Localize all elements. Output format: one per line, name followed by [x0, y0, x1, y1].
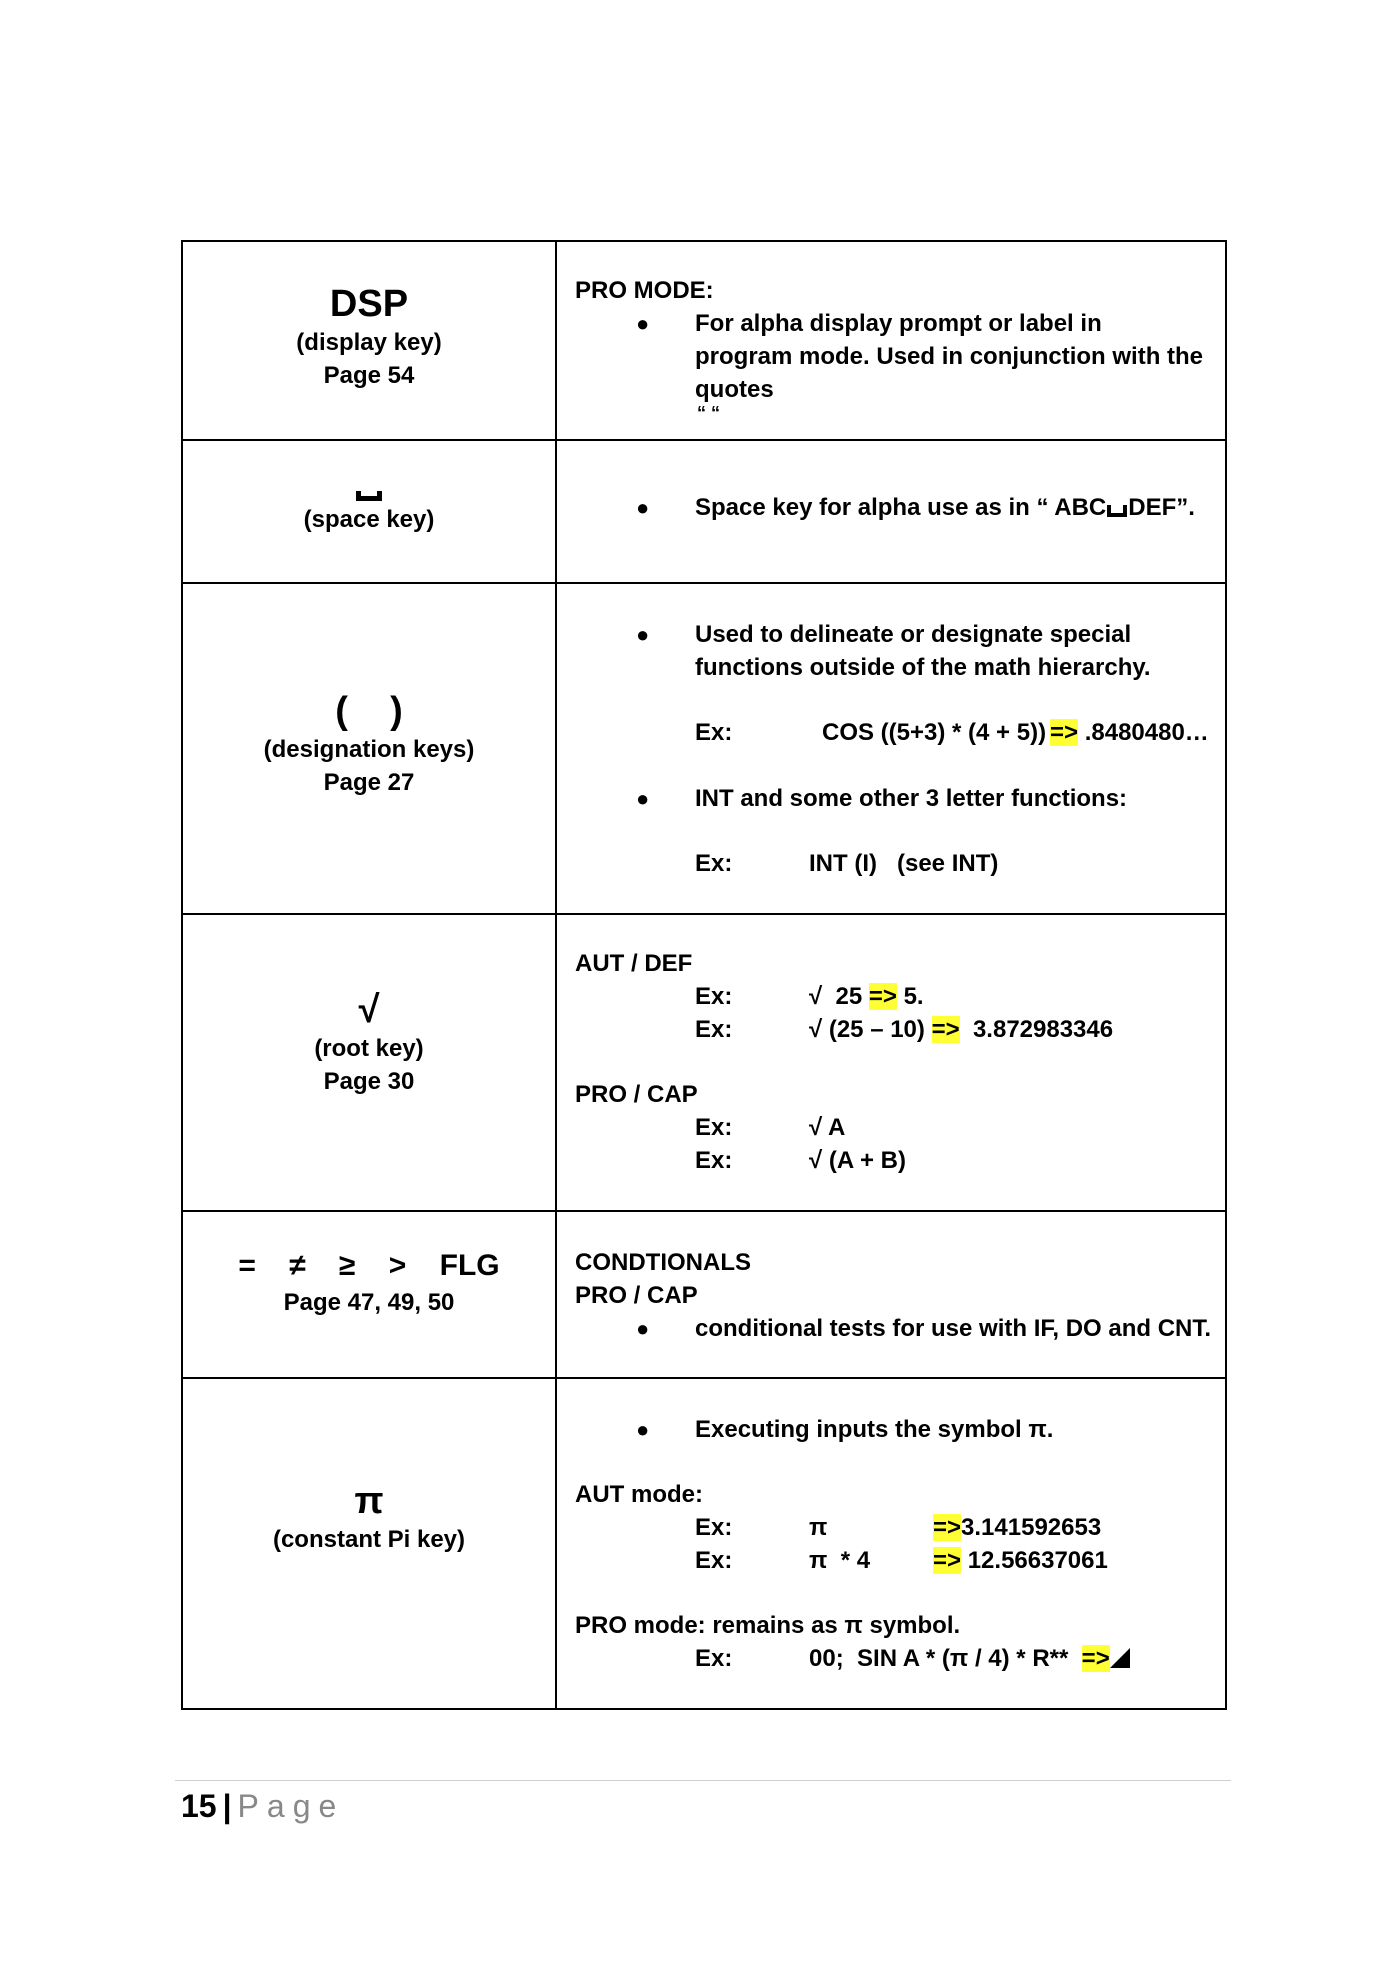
mode-heading: PRO / CAP — [575, 1282, 698, 1309]
example-line — [557, 847, 1225, 880]
mode-heading: AUT mode: — [575, 1481, 703, 1508]
example-expression: 00; SIN A * (π / 4) * R** — [809, 1645, 1069, 1672]
mode-heading: PRO / CAP — [575, 1081, 698, 1108]
table-row — [182, 583, 1226, 914]
list-item — [557, 618, 1225, 684]
table-row — [182, 440, 1226, 583]
key-cell — [182, 1211, 556, 1378]
list-item — [557, 1312, 1225, 1345]
example-expression: √ 25 — [809, 983, 863, 1010]
bullet-text: Executing inputs the symbol π. — [695, 1416, 1054, 1443]
quote-marks: “ “ — [697, 403, 721, 423]
space-bracket-icon — [356, 487, 382, 501]
bullet-text: For alpha display prompt or label in program mode. Used in conjunction with the quotes — [695, 310, 1204, 403]
example-line — [557, 1013, 1225, 1046]
example-label: Ex: — [695, 1514, 733, 1541]
table-row — [182, 914, 1226, 1211]
space-bracket-icon — [1107, 505, 1127, 517]
list-item — [557, 782, 1225, 815]
key-symbol: DSP — [329, 283, 409, 325]
example-expression: π * 4 — [809, 1547, 871, 1574]
key-symbol: π — [354, 1480, 384, 1522]
result-arrow: => — [931, 1016, 960, 1043]
example-label: Ex: — [695, 1547, 733, 1574]
description-cell — [556, 241, 1226, 440]
key-cell — [182, 440, 556, 583]
example-label: Ex: — [695, 1645, 733, 1672]
key-symbol: ( ) — [335, 690, 403, 732]
example-expression: INT (I) (see INT) — [809, 850, 999, 877]
description-cell — [556, 914, 1226, 1211]
description-cell — [556, 1211, 1226, 1378]
key-reference-table — [181, 240, 1227, 1710]
key-cell — [182, 583, 556, 914]
key-symbol: = ≠ ≥ > FLG — [238, 1249, 500, 1282]
example-label: Ex: — [695, 983, 733, 1010]
example-line — [557, 1544, 1225, 1577]
bullet-text: conditional tests for use with IF, DO and CNT. — [695, 1315, 1212, 1342]
key-page: Page 27 — [323, 769, 415, 796]
example-expression: √ (25 – 10) — [809, 1016, 925, 1043]
example-result: 3.872983346 — [972, 1016, 1114, 1043]
bullet-icon: ● — [636, 786, 650, 811]
example-result: .8480480… — [1084, 719, 1209, 746]
key-page: Page 47, 49, 50 — [283, 1289, 455, 1316]
example-label: Ex: — [695, 719, 733, 746]
triangle-icon — [1110, 1648, 1130, 1668]
bullet-icon: ● — [636, 1417, 650, 1442]
page-footer — [181, 1786, 344, 1826]
example-expression: COS ((5+3) * (4 + 5)) — [822, 719, 1047, 746]
key-name: (root key) — [314, 1035, 424, 1062]
bullet-text: INT and some other 3 letter functions: — [695, 785, 1128, 812]
key-cell — [182, 914, 556, 1211]
example-result: 5. — [903, 983, 924, 1010]
result-arrow: => — [933, 1547, 962, 1574]
key-page: Page 30 — [323, 1068, 415, 1095]
example-label: Ex: — [695, 1114, 733, 1141]
result-arrow: => — [1081, 1645, 1110, 1672]
description-cell — [556, 583, 1226, 914]
bullet-text-end: DEF”. — [1128, 494, 1195, 521]
description-cell — [556, 1378, 1226, 1709]
example-expression: √ A — [809, 1114, 846, 1141]
key-cell — [182, 241, 556, 440]
bullet-icon: ● — [636, 311, 650, 336]
key-name: (constant Pi key) — [272, 1526, 466, 1553]
result-arrow: => — [1050, 719, 1079, 746]
key-name: (designation keys) — [263, 736, 475, 763]
table-row — [182, 1378, 1226, 1709]
bullet-text: Space key for alpha use as in “ ABC — [695, 494, 1107, 521]
example-expression: √ (A + B) — [809, 1147, 906, 1174]
key-cell — [182, 1378, 556, 1709]
mode-heading: AUT / DEF — [575, 950, 693, 977]
example-result: 12.56637061 — [967, 1547, 1108, 1574]
example-line — [557, 1144, 1225, 1177]
result-arrow: => — [868, 983, 897, 1010]
footer-divider — [175, 1780, 1231, 1781]
example-line — [557, 1511, 1225, 1544]
table-row — [182, 1211, 1226, 1378]
example-line — [557, 980, 1225, 1013]
footer-separator: | — [222, 1788, 232, 1824]
bullet-icon: ● — [636, 622, 650, 647]
key-name: (space key) — [303, 506, 435, 533]
key-page: Page 54 — [323, 362, 415, 389]
page-number: 15 — [181, 1788, 217, 1824]
bullet-icon: ● — [636, 1316, 650, 1341]
mode-heading: PRO MODE: — [575, 277, 714, 304]
mode-heading: PRO mode: remains as π symbol. — [575, 1612, 961, 1639]
description-cell — [556, 440, 1226, 583]
list-item — [557, 491, 1225, 524]
bullet-text: Used to delineate or designate special functions outside of the math hierarchy. — [695, 621, 1151, 681]
example-line — [557, 1111, 1225, 1144]
example-result: 3.141592653 — [961, 1514, 1102, 1541]
page-word: Page — [237, 1788, 345, 1824]
list-item — [557, 1413, 1225, 1446]
example-label: Ex: — [695, 1147, 733, 1174]
result-arrow: => — [933, 1514, 962, 1541]
example-label: Ex: — [695, 1016, 733, 1043]
example-line — [557, 716, 1225, 749]
bullet-icon: ● — [636, 495, 650, 520]
list-item — [557, 307, 1225, 423]
example-label: Ex: — [695, 850, 733, 877]
key-symbol: √ — [358, 989, 380, 1031]
section-heading: CONDTIONALS — [575, 1249, 751, 1276]
key-name: (display key) — [296, 329, 442, 356]
table-row — [182, 241, 1226, 440]
example-expression: π — [809, 1514, 828, 1541]
example-line — [557, 1642, 1225, 1675]
